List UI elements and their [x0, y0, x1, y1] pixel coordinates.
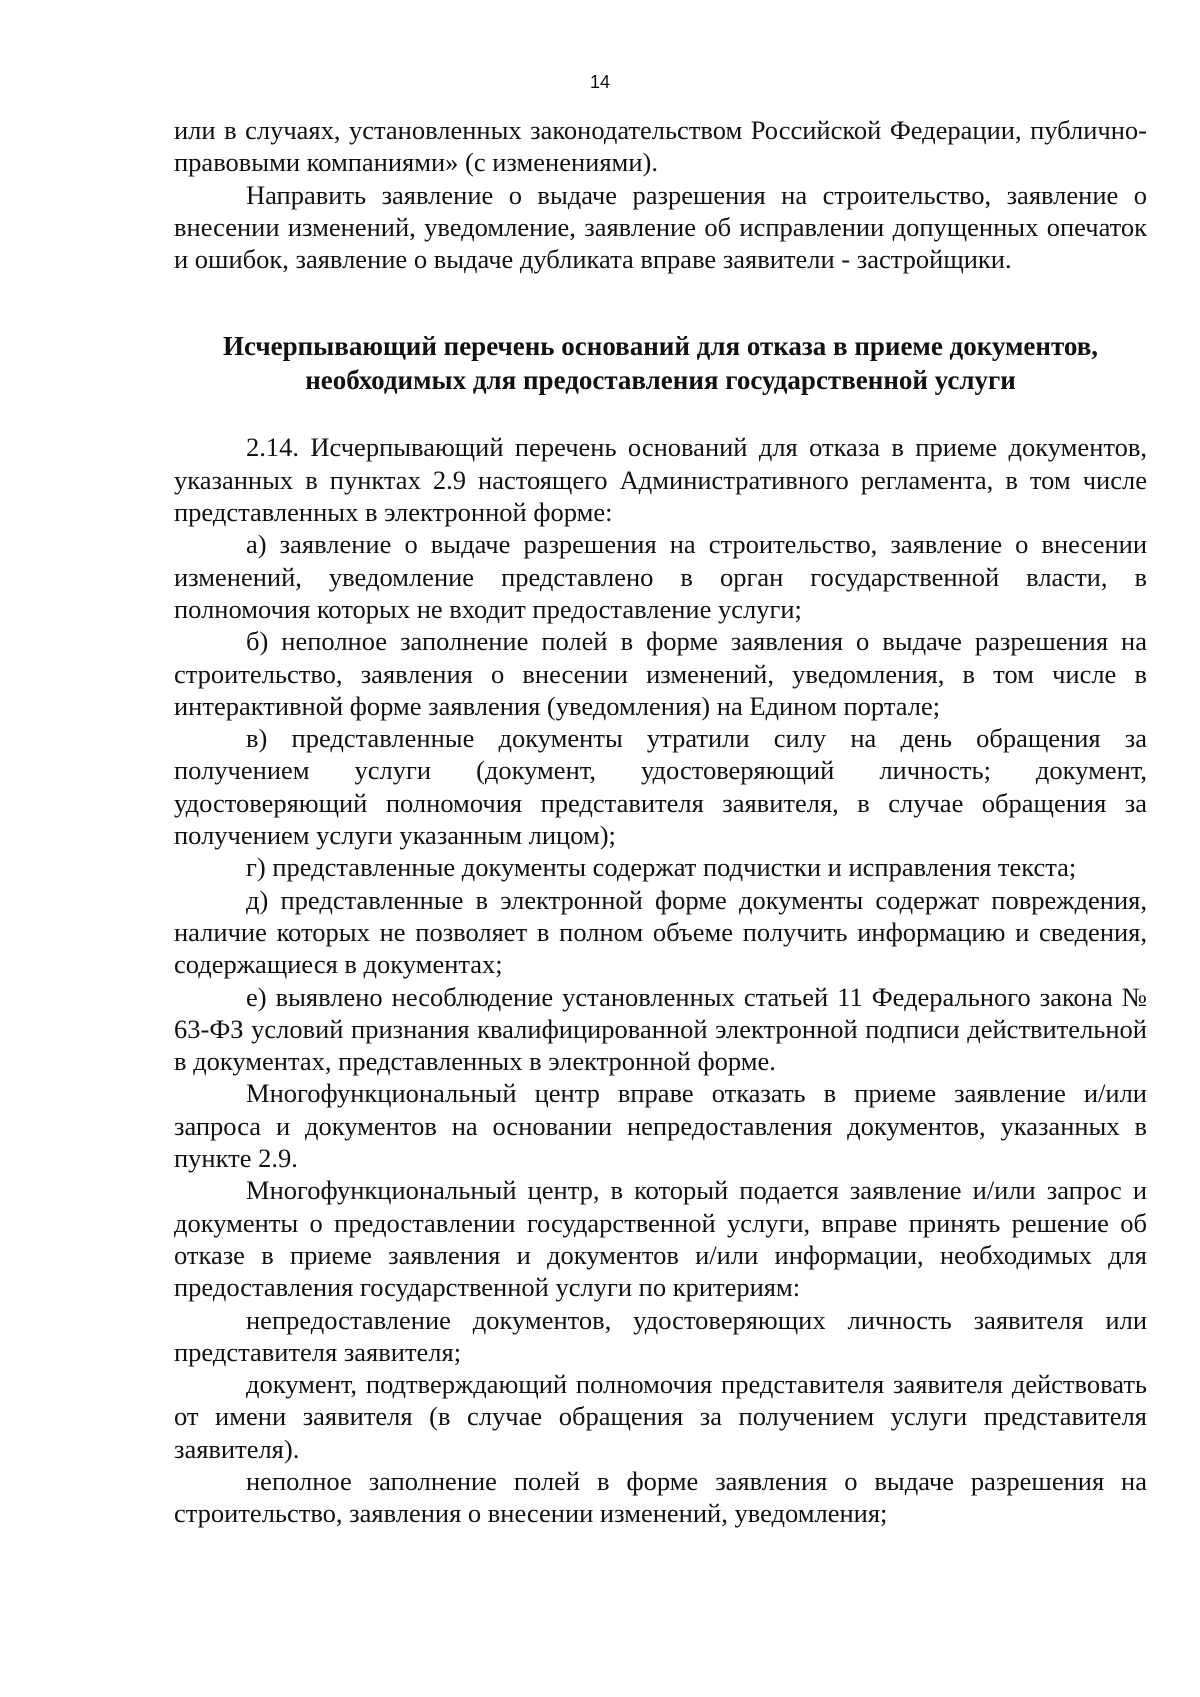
- section-heading-line-2: необходимых для предоставления государственной услуги: [305, 365, 1016, 396]
- list-item-d: д) представленные в электронной форме документы содержат повреждения, наличие которых не позволяет в полном объеме получить информацию и сведения, содержащиеся в документах;: [174, 884, 1147, 980]
- paragraph-mfc-refusal: Многофункциональный центр вправе отказать в приеме заявление и/или запроса и документов на основании непредоставления документов, указанных в пункте 2.9.: [174, 1078, 1147, 1174]
- page-number: 14: [589, 72, 611, 92]
- list-item-a: а) заявление о выдаче разрешения на строительство, заявление о внесении изменений, уведомление представлено в орган государственной власти, в полномочия которых не входит предоставление услуги;: [174, 529, 1147, 624]
- section-heading: [174, 329, 1147, 397]
- paragraph-mfc-criteria: Многофункциональный центр, в который подается заявление и/или запрос и документы о предоставлении государственной услуги, вправе принять решение об отказе в приеме заявления и документов и/или информации, необходимых для предоставления государственной услуги по критериям:: [174, 1175, 1147, 1303]
- list-item-e: е) выявлено несоблюдение установленных статьей 11 Федерального закона № 63-ФЗ условий признания квалифицированной электронной подписи действительной в документах, представленных в электронной форме.: [174, 981, 1147, 1077]
- list-item-g: г) представленные документы содержат подчистки и исправления текста;: [246, 852, 1077, 883]
- paragraph-continuation: или в случаях, установленных законодательством Российской Федерации, публично-правовыми компаниями» (с изменениями).: [174, 115, 1147, 178]
- list-item-v: в) представленные документы утратили силу на день обращения за получением услуги (документ, удостоверяющий личность; документ, удостоверяющий полномочия представителя заявителя, в случае обращения за получением услуги указанным лицом);: [174, 723, 1147, 851]
- paragraph-applicants: Направить заявление о выдаче разрешения на строительство, заявление о внесении изменений, уведомление, заявление об исправлении допущенных опечаток и ошибок, заявление о выдаче дубликата вправе заявители - застройщики.: [174, 179, 1147, 275]
- section-heading-line-1: Исчерпывающий перечень оснований для отказа в приеме документов,: [222, 331, 1099, 362]
- document-body: [174, 114, 1147, 1530]
- paragraph-2-14: 2.14. Исчерпывающий перечень оснований для отказа в приеме документов, указанных в пунктах 2.9 настоящего Административного регламента, в том числе представленных в электронной форме:: [174, 432, 1147, 528]
- criterion-identity-documents: непредоставление документов, удостоверяющих личность заявителя или представителя заявителя;: [174, 1304, 1147, 1367]
- criterion-incomplete-fields: неполное заполнение полей в форме заявления о выдаче разрешения на строительство, заявления о внесении изменений, уведомления;: [174, 1465, 1147, 1529]
- list-item-b: б) неполное заполнение полей в форме заявления о выдаче разрешения на строительство, заявления о внесении изменений, уведомления, в том числе в интерактивной форме заявления (уведомления) на Едином портале;: [174, 626, 1147, 721]
- criterion-authority-document: документ, подтверждающий полномочия представителя заявителя действовать от имени заявителя (в случае обращения за получением услуги представителя заявителя).: [174, 1369, 1147, 1464]
